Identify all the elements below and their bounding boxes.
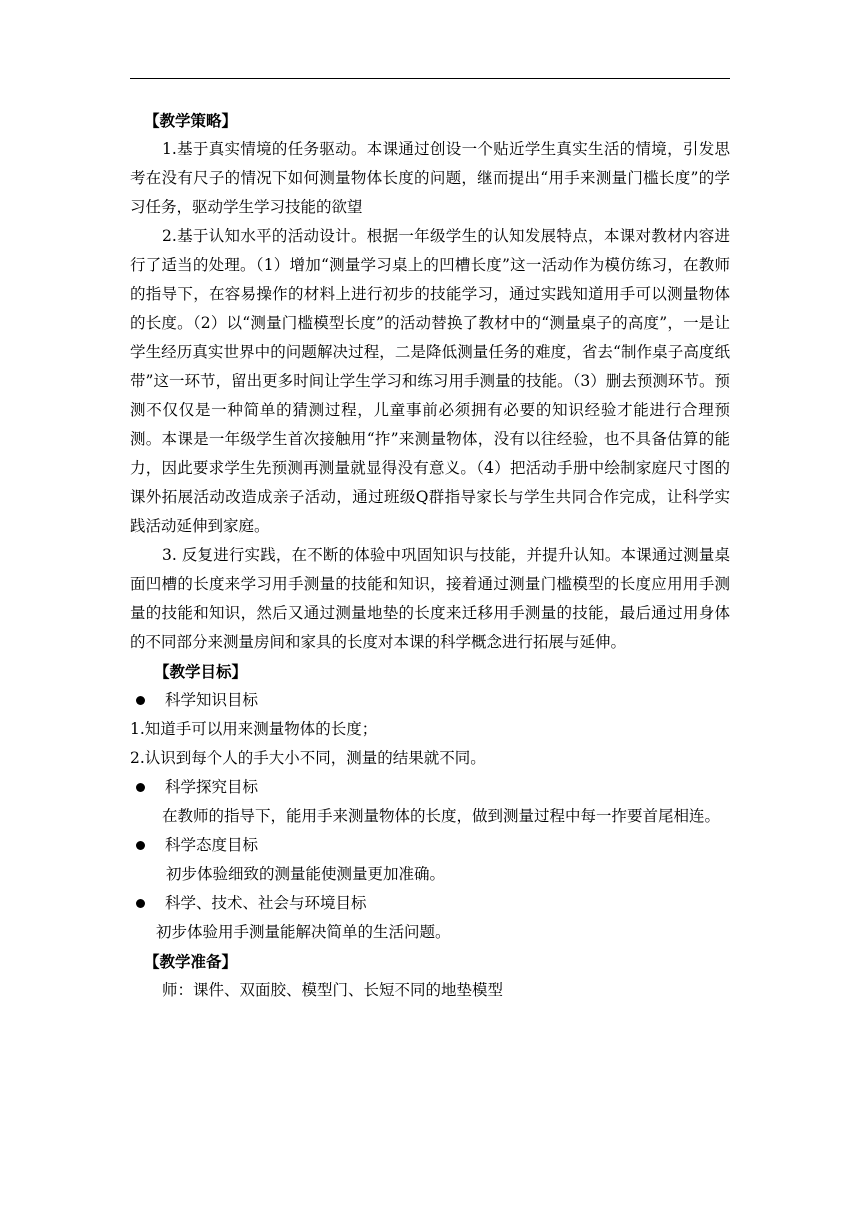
attitude-goal-text: 初步体验细致的测量能使测量更加准确。	[166, 865, 446, 883]
strategy-paragraph-2: 2.基于认知水平的活动设计。根据一年级学生的认知发展特点，本课对教材内容进行了适当的处理。（1）增加“测量学习桌上的凹槽长度”这一活动作为模仿练习，在教师的指导下，在容易操作的材料上进行初步的技能学习，通过实践知道用手可以测量物体的长度。（2）以“测量门槛模型长度”的活动替换了教材中的“测量桌子的高度”，一是让学生经历真实世界中的问题解决过程，二是降低测量任务的难度，省去“制作桌子高度纸带”这一环节，留出更多时间让学生学习和练习用手测量的技能。（3）删去预测环节。预测不仅仅是一种简单的猜测过程，儿童事前必须拥有必要的知识经验才能进行合理预测。本课是一年级学生首次接触用“拃”来测量物体，没有以往经验，也不具备估算的能力，因此要求学生先预测再测量就显得没有意义。（4）把活动手册中绘制家庭尺寸图的课外拓展活动改造成亲子活动，通过班级Q群指导家长与学生共同合作完成，让科学实践活动延伸到家庭。	[130, 227, 730, 535]
inquiry-goal-item	[130, 773, 730, 802]
strategy-paragraph-3: 3. 反复进行实践，在不断的体验中巩固知识与技能，并提升认知。本课通过测量桌面凹槽的长度来学习用手测量的技能和知识，接着通过测量门槛模型的长度应用用手测量的技能和知识，然后又通过测量地垫的长度来迁移用手测量的技能，最后通过用身体的不同部分来测量房间和家具的长度对本课的科学概念进行拓展与延伸。	[130, 546, 730, 651]
strategy-paragraph-1: 1.基于真实情境的任务驱动。本课通过创设一个贴近学生真实生活的情境，引发思考在没有尺子的情况下如何测量物体长度的问题，继而提出“用手来测量门槛长度”的学习任务，驱动学生学习技能的欲望	[130, 140, 730, 216]
sts-goal-text: 初步体验用手测量能解决简单的生活问题。	[156, 923, 451, 941]
inquiry-goal-title: 科学探究目标	[165, 778, 259, 796]
inquiry-goal-text: 在教师的指导下，能用手来测量物体的长度，做到测量过程中每一拃要首尾相连。	[162, 807, 721, 825]
knowledge-goal-item	[130, 686, 730, 715]
bullet-icon	[136, 841, 145, 850]
strategy-heading: 【教学策略】	[144, 111, 238, 130]
knowledge-goal-title: 科学知识目标	[165, 691, 259, 709]
attitude-goal-item	[130, 831, 730, 860]
document-body	[130, 106, 730, 1005]
goals-heading: 【教学目标】	[154, 662, 248, 681]
sts-goal-title: 科学、技术、社会与环境目标	[165, 894, 367, 912]
preparation-heading: 【教学准备】	[144, 952, 238, 971]
preparation-teacher: 师：课件、双面胶、模型门、长短不同的地垫模型	[162, 981, 504, 999]
header-rule	[130, 78, 730, 79]
knowledge-goal-1: 1.知道手可以用来测量物体的长度；	[130, 720, 378, 738]
sts-goal-item	[130, 889, 730, 918]
bullet-icon	[136, 899, 145, 908]
knowledge-goal-2: 2.认识到每个人的手大小不同，测量的结果就不同。	[130, 749, 486, 767]
bullet-icon	[136, 696, 145, 705]
bullet-icon	[136, 783, 145, 792]
attitude-goal-title: 科学态度目标	[165, 836, 259, 854]
